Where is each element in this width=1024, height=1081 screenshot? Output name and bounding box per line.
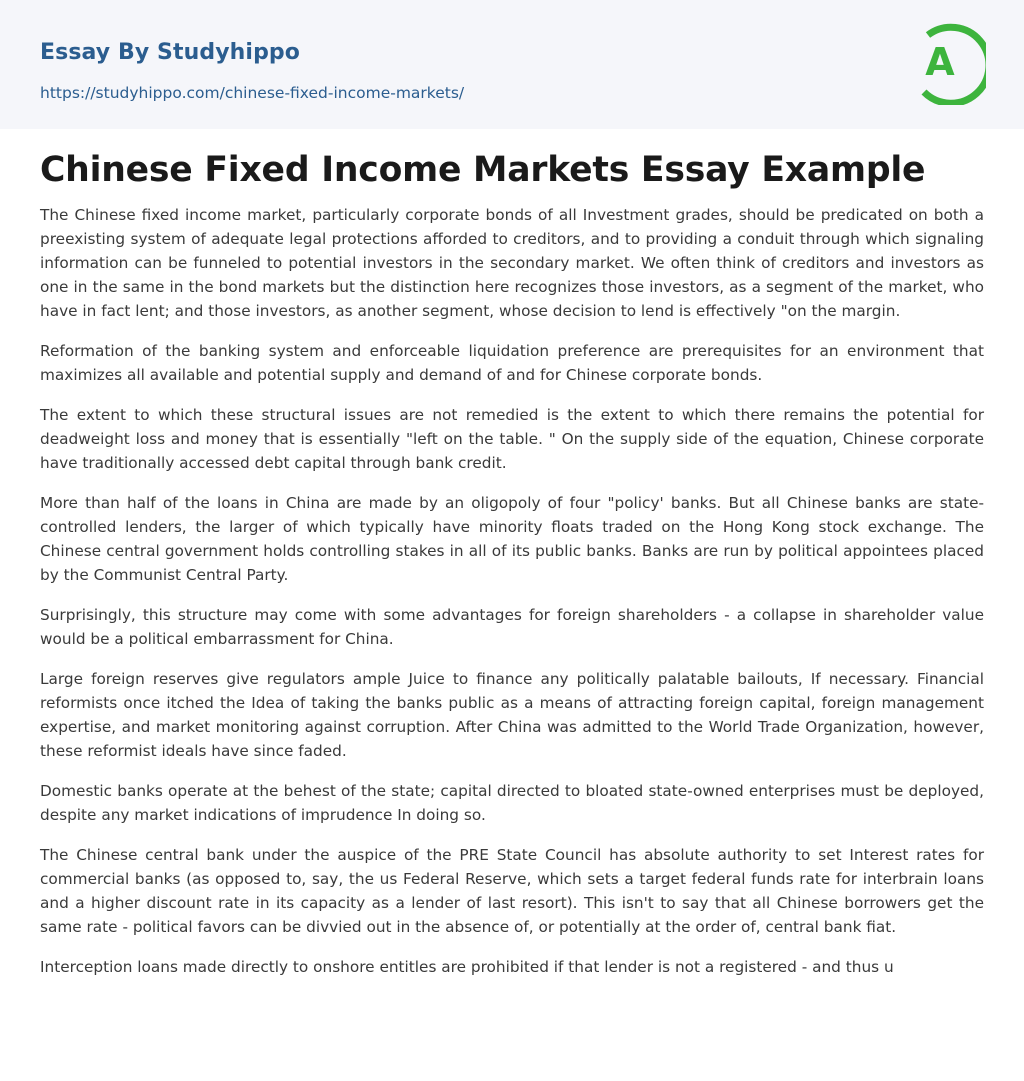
page-title: Chinese Fixed Income Markets Essay Example bbox=[40, 150, 926, 190]
essay-url-link[interactable]: https://studyhippo.com/chinese-fixed-income-markets/ bbox=[40, 84, 465, 102]
studyhippo-logo-icon[interactable] bbox=[912, 19, 986, 105]
brand-link[interactable]: Essay By Studyhippo bbox=[40, 40, 300, 65]
essay-paragraph: Domestic banks operate at the behest of the state; capital directed to bloated state-owned enterprises must be deployed, despite any market indications of imprudence In doing so. bbox=[40, 782, 984, 824]
site-header bbox=[0, 0, 1024, 129]
essay-paragraph: Large foreign reserves give regulators ample Juice to finance any politically palatable bailouts, If necessary. Financial reformists once itched the Idea of taking the banks public as a means of attracting foreign capital, foreign management expertise, and market monitoring against corruption. After China was admitted to the World Trade Organization, however, these reformist ideals have since faded. bbox=[40, 670, 984, 760]
essay-paragraph: The extent to which these structural issues are not remedied is the extent to which there remains the potential for deadweight loss and money that is essentially "left on the table. " On the supply side of the equation, Chinese corporate have traditionally accessed debt capital through bank credit. bbox=[40, 406, 984, 472]
essay-paragraph: More than half of the loans in China are made by an oligopoly of four "policy' banks. But all Chinese banks are state-controlled lenders, the larger of which typically have minority floats traded on the Hong Kong stock exchange. The Chinese central government holds controlling stakes in all of its public banks. Banks are run by political appointees placed by the Communist Central Party. bbox=[40, 494, 984, 584]
essay-paragraph: Interception loans made directly to onshore entitles are prohibited if that lender is not a registered - and thus u bbox=[40, 958, 894, 976]
essay-body bbox=[40, 203, 984, 979]
essay-paragraph: Surprisingly, this structure may come with some advantages for foreign shareholders - a collapse in shareholder value would be a political embarrassment for China. bbox=[40, 606, 984, 648]
essay-paragraph: The Chinese central bank under the auspice of the PRE State Council has absolute authority to set Interest rates for commercial banks (as opposed to, say, the us Federal Reserve, which sets a target federal funds rate for interbrain loans and a higher discount rate in its capacity as a lender of last resort). This isn't to say that all Chinese borrowers get the same rate - political favors can be divvied out in the absence of, or potentially at the order of, central bank fiat. bbox=[40, 846, 984, 936]
logo-letter: A bbox=[925, 40, 955, 84]
essay-main bbox=[0, 149, 1024, 979]
essay-paragraph: Reformation of the banking system and enforceable liquidation preference are prerequisites for an environment that maximizes all available and potential supply and demand of and for Chinese corporate bonds. bbox=[40, 342, 984, 384]
essay-paragraph: The Chinese fixed income market, particularly corporate bonds of all Investment grades, should be predicated on both a preexisting system of adequate legal protections afforded to creditors, and to providing a conduit through which signaling information can be funneled to potential investors in the secondary market. We often think of creditors and investors as one in the same in the bond markets but the distinction here recognizes those investors, as a segment of the market, who have in fact lent; and those investors, as another segment, whose decision to lend is effectively "on the margin. bbox=[40, 206, 984, 320]
